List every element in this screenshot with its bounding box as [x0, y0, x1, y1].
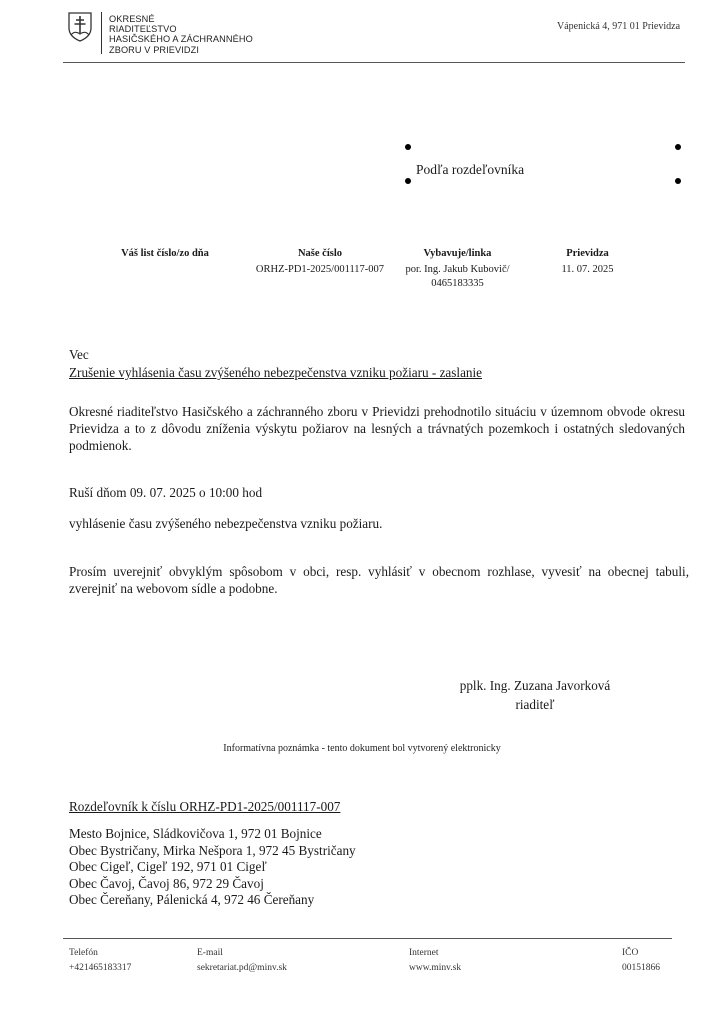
signatory-title: riaditeľ: [515, 697, 555, 712]
ref-our-number-value: ORHZ-PD1-2025/001117-007: [255, 264, 385, 275]
signature-block: [430, 676, 640, 714]
ref-date-value: 11. 07. 2025: [561, 264, 614, 275]
signatory-name: pplk. Ing. Zuzana Javorková: [459, 678, 611, 693]
recipient: Podľa rozdeľovníka: [416, 162, 525, 177]
header-address: Vápenická 4, 971 01 Prievidza: [557, 21, 681, 32]
footer-rule: [63, 938, 672, 939]
address-corner-mark: [405, 144, 411, 150]
footer-phone-label: Telefón: [69, 948, 98, 958]
distribution-item: Obec Cigeľ, Cigeľ 192, 971 01 Cigeľ: [69, 859, 267, 874]
cancel-object: vyhlásenie času zvýšeného nebezpečenstva vzniku požiaru.: [69, 516, 383, 531]
subject: Zrušenie vyhlásenia času zvýšeného nebezpečenstva vzniku požiaru - zaslanie: [69, 365, 483, 380]
distribution-item: Obec Čavoj, Čavoj 86, 972 29 Čavoj: [69, 875, 264, 891]
footer-email: [197, 946, 287, 976]
electronic-document-note: Informatívna poznámka - tento dokument bol vytvorený elektronicky: [223, 743, 501, 754]
org-name-line: ZBORU V PRIEVIDZI: [109, 44, 200, 55]
footer-internet-value[interactable]: www.minv.sk: [409, 963, 462, 973]
distribution-item: Mesto Bojnice, Sládkovičova 1, 972 01 Bojnice: [69, 826, 322, 841]
distribution-list: [69, 826, 356, 909]
distribution-item: Obec Bystričany, Mirka Nešpora 1, 972 45 Bystričany: [69, 842, 356, 858]
organization-name: [109, 14, 253, 55]
footer-internet: [409, 946, 461, 976]
distribution-item: Obec Čereňany, Pálenická 4, 972 46 Čereňany: [69, 892, 315, 907]
ref-handled-by-label: Vybavuje/linka: [423, 248, 492, 259]
cancel-line: Ruší dňom 09. 07. 2025 o 10:00 hod: [69, 485, 263, 500]
ref-place-date: [545, 247, 630, 277]
footer-email-label: E-mail: [197, 948, 223, 958]
ref-our-number: [245, 247, 395, 277]
address-corner-mark: [675, 144, 681, 150]
distribution-title: Rozdeľovník k číslu ORHZ-PD1-2025/001117-007: [69, 799, 341, 814]
org-name-line: RIADITEĽSTVO: [109, 24, 177, 35]
address-corner-mark: [675, 178, 681, 184]
header-divider: [101, 12, 102, 54]
request-paragraph: Prosím uverejniť obvyklým spôsobom v obci, resp. vyhlásiť v obecnom rozhlase, vyvesiť na obecnej tabuli, zverejniť na webovom sídle a podobne.: [69, 564, 689, 596]
ref-handled-by: [395, 247, 520, 291]
header-rule: [63, 62, 685, 63]
ref-handled-by-phone: 0465183335: [431, 278, 484, 289]
address-corner-mark: [405, 178, 411, 184]
org-name-line: OKRESNÉ: [109, 14, 155, 24]
footer-ico: [622, 946, 660, 976]
subject-label: Vec: [69, 347, 89, 362]
footer-phone: [69, 946, 131, 976]
ref-your-letter: [100, 247, 230, 261]
footer-ico-value: 00151866: [622, 963, 660, 973]
ref-handled-by-name: por. Ing. Jakub Kubovič/: [405, 264, 510, 275]
ref-place-label: Prievidza: [566, 248, 609, 259]
slovak-coat-of-arms-icon: [68, 12, 92, 42]
footer-email-value[interactable]: sekretariat.pd@minv.sk: [197, 963, 287, 973]
footer-phone-value: +421465183317: [69, 963, 132, 973]
footer-ico-label: IČO: [622, 948, 639, 958]
org-name-line: HASIČSKÉHO A ZÁCHRANNÉHO: [109, 34, 253, 45]
ref-your-letter-label: Váš list číslo/zo dňa: [121, 248, 209, 259]
footer-internet-label: Internet: [409, 948, 439, 958]
ref-our-number-label: Naše číslo: [297, 248, 343, 259]
body-paragraph-1: Okresné riaditeľstvo Hasičského a záchranného zboru v Prievidzi prehodnotilo situáciu v územnom obvode okresu Prievidza a to z dôvodu zníženia výskytu požiarov na lesných a trávnatých pozemkoch i ostatných sledovaných podmienok.: [69, 404, 685, 453]
